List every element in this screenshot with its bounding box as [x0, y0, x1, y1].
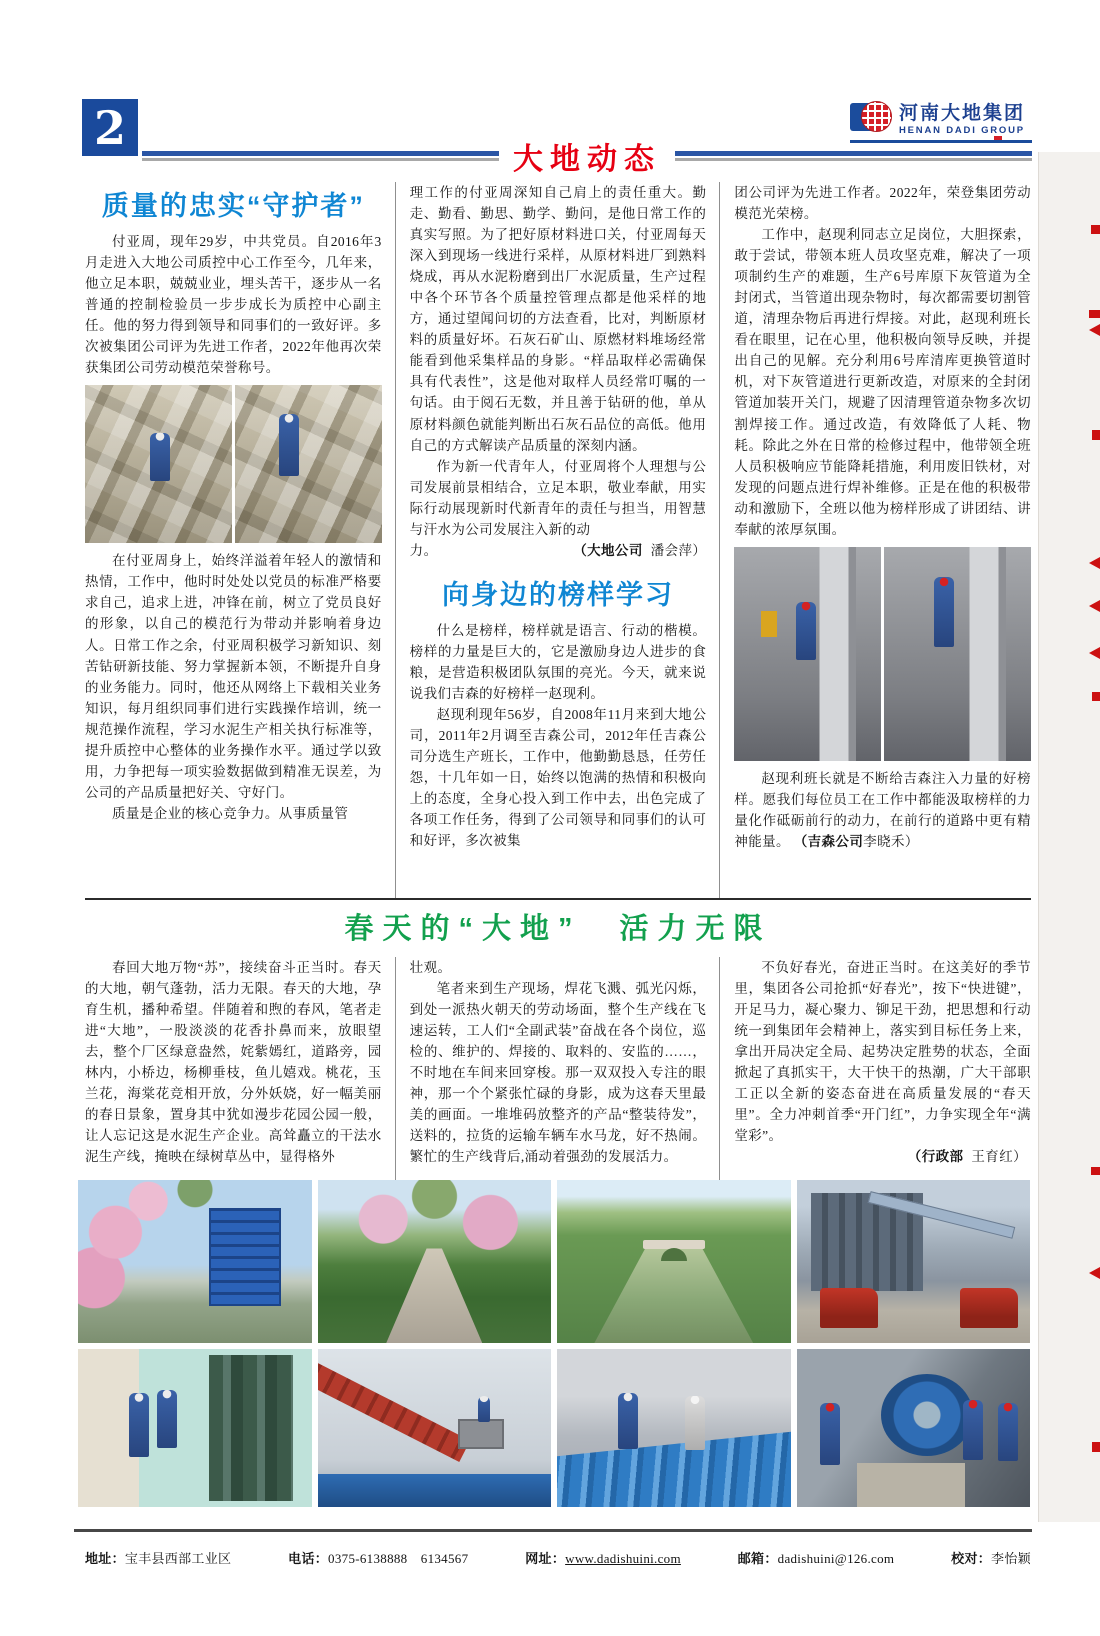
- page-number-badge: [82, 99, 138, 156]
- article-quality-paragraph: 质量是企业的核心竞争力。从事质量管: [112, 805, 349, 821]
- footer-phone-value: 0375-6138888 6134567: [328, 1551, 469, 1566]
- article-quality-paragraph: 作为新一代青年人，付亚周将个人理想与公司发展前景相结合，立足本职，敬业奉献，用实际行动展现新时代新青年的责任与担当，用智慧与汗水为公司发展注入新的动: [409, 458, 707, 537]
- footer-phone: [288, 1548, 468, 1567]
- blue-conveyor: [318, 1474, 552, 1507]
- column-1: [85, 182, 382, 898]
- adjacent-page-fragment: [1089, 310, 1100, 318]
- article-spring-paragraph: 壮观。: [409, 960, 452, 975]
- photo-grid: [78, 1180, 1030, 1507]
- byline-author: 王育红）: [971, 1149, 1028, 1165]
- spring-columns: [85, 957, 1031, 1189]
- worker-figure: [157, 1390, 177, 1448]
- footer-proofreader: [951, 1548, 1031, 1567]
- article-role-model-title: 向身边的榜样学习: [442, 579, 674, 610]
- byline-author: 潘会萍）: [650, 542, 707, 558]
- green-tanks: [209, 1355, 293, 1500]
- spring-column-1: [85, 957, 382, 1189]
- footer-proofreader-value: 李怡颖: [991, 1551, 1031, 1566]
- photo-willow-canal-bridge: [557, 1180, 791, 1343]
- photo-blossoms-and-preheater-tower: [78, 1180, 312, 1343]
- crane-arm: [318, 1358, 471, 1462]
- article-spring-paragraph: 不负好春光，奋进正当时。在这美好的季节里，集团各公司抢抓“好春光”，按下“快进键”，开足马力，凝心聚力、铆足干劲，把思想和行动统一到集团年会精神上，落实到目标任务上来，拿出开局决定全局、起势决定胜势的状态，全面掀起了真抓实干，大干快干的热潮，广大干部职工正以全新的姿态奋进在高质量发展的“春天里”。全力冲刺首季“开门红”，力争实现全年“满堂彩”。: [734, 960, 1031, 1144]
- byline-org: （吉森公司: [793, 833, 864, 849]
- section-title: 大地动态: [513, 143, 661, 176]
- photo-zhao-xianli-at-pipes: [734, 547, 1031, 761]
- header-rule: [142, 134, 1032, 178]
- footer-email-label: 邮箱：: [737, 1551, 778, 1566]
- header-rule-left: [142, 151, 499, 161]
- spring-column-2: [395, 957, 707, 1189]
- footer-phone-label: 电话：: [288, 1551, 329, 1566]
- paragraph-tail: 力。: [409, 542, 438, 558]
- byline-org: （行政部: [907, 1149, 964, 1165]
- adjacent-page-fragment: [1089, 600, 1100, 612]
- spring-column-3: [719, 957, 1031, 1189]
- adjacent-page-fragment: [1091, 225, 1100, 234]
- page-number: 2: [93, 100, 126, 155]
- article-quality-paragraph: 理工作的付亚周深知自己肩上的责任重大。勤走、勤看、勤思、勤学、勤问，是他日常工作的真实写照。为了把好原材料进口关，付亚周每天深入到现场一线进行采样，从原材料进厂到熟料烧成，再从水泥粉磨到出厂水泥质量，生产过程中各个环节各个质量控管理点都是他采样的地方，通过望闻问切的方法查看，比对，判断原材料的质量好坏。石灰石矿山、原燃材料堆场经常能看到他采集样品的身影。“样品取样必需确保具有代表性”，这是他对取样人员经常叮嘱的一句话。由于阅石无数，并且善于钻研的他，单从原材料颜色就能判断出石灰石品位的高低。他用自己的方式解读产品质量的深刻内涵。: [409, 185, 707, 453]
- footer: [85, 1548, 1031, 1567]
- adjacent-page-fragment: [1089, 324, 1100, 336]
- worker-figure: [934, 577, 954, 647]
- worker-figure: [478, 1396, 490, 1422]
- footer-website-url: www.dadishuini.com: [565, 1551, 681, 1566]
- article-role-model-paragraph: 团公司评为先进工作者。2022年，荣登集团劳动模范光荣榜。: [734, 185, 1031, 222]
- photo-workers-at-green-tanks: [78, 1349, 312, 1507]
- footer-website-label: 网址：: [525, 1551, 566, 1566]
- worker-figure: [685, 1396, 705, 1450]
- paragraph-text: 赵现利班长就是不断给吉森注入力量的好榜样。愿我们每位员工在工作中都能汲取榜样的力量化作砥砺前行的动力，在前行的道路中更有精神能量。: [734, 770, 1031, 849]
- footer-email: [738, 1548, 895, 1567]
- byline-org: （大地公司: [573, 542, 643, 558]
- adjacent-page-fragment: [1091, 1167, 1100, 1175]
- red-truck: [960, 1288, 1018, 1328]
- footer-address: [85, 1548, 231, 1567]
- work-basket: [458, 1419, 504, 1449]
- adjacent-page-fragment: [1089, 557, 1100, 569]
- adjacent-page-fragment: [1089, 1267, 1100, 1279]
- article-spring-title: 春天的“大地” 活力无限: [344, 913, 772, 945]
- photo-crane-lift-basket: [318, 1349, 552, 1507]
- globe-logo-icon: [850, 100, 892, 134]
- canal-water: [594, 1248, 753, 1343]
- worker-figure: [279, 414, 299, 476]
- photo-worker-standing-pipes: [884, 547, 1031, 761]
- adjacent-page-strip: [1038, 152, 1100, 1522]
- article-quality-paragraph: 付亚周，现年29岁，中共党员。自2016年3月走进入大地公司质控中心工作至今，几年来，他立足本职，兢兢业业，埋头苦干，逐步从一名普通的控制检验员一步步成长为质控中心副主任。他的努力得到领导和同事们的一致好评。多次被集团公司评为先进工作者，2022年他再次荣获集团公司劳动模范荣誉称号。: [85, 234, 382, 376]
- worker-figure: [129, 1393, 149, 1457]
- article-quality-title: 质量的忠实“守护者”: [101, 191, 365, 221]
- column-2: [395, 182, 707, 898]
- company-name-cn: 河南大地集团: [899, 103, 1026, 124]
- article-spring-paragraph: 春回大地万物“苏”，接续奋斗正当时。春天的大地，朝气蓬勃，活力无限。春天的大地，孕育生机，播种希望。伴随着和煦的春风，笔者走进“大地”，一股淡淡的花香扑鼻而来，放眼望去，整个厂区绿意盎然，姹紫嫣红，道路旁，园林内，小桥边，杨柳垂枝，鱼儿嬉戏。桃花，玉兰花，海棠花竞相开放，分外妖娆，好一幅美丽的春日景象，置身其中犹如漫步花园公园一般，让人忘记这是水泥生产企业。高耸矗立的干法水泥生产线，掩映在绿树草丛中，显得格外: [85, 960, 382, 1165]
- article-spring-paragraph: 笔者来到生产现场，焊花飞溅、弧光闪烁，到处一派热火朝天的劳动场面，整个生产线在飞速运转，工人们“全副武装”奋战在各个岗位，巡检的、维护的、焊接的、取料的、安监的……，不时地在车间来回穿梭。那一双双投入专注的眼神，那一个个紧张忙碌的身影，成为这春天里最美的画面。一堆堆码放整齐的产品“整装待发”，送料的，拉货的运输车辆车水马龙，好不热闹。繁忙的生产线背后,涌动着强劲的发展活力。: [409, 981, 707, 1165]
- worker-figure: [820, 1403, 840, 1465]
- footer-website: [525, 1548, 681, 1567]
- photo-inspector-crouching: [85, 385, 232, 543]
- byline-author: 李晓禾）: [863, 833, 919, 849]
- article-role-model-paragraph: 什么是榜样，榜样就是语言、行动的楷模。榜样的力量是巨大的，它是激励身边人进步的食粮，是营造积极团队氛围的亮光。今天，就来说说我们吉森的好榜样一赵现利。: [409, 622, 707, 701]
- photo-worker-crouching-pipes: [734, 547, 881, 761]
- adjacent-page-fragment: [1092, 1442, 1100, 1452]
- section-divider-rule: [85, 898, 1031, 900]
- article-role-model-paragraph: 赵现利现年56岁，自2008年11月来到大地公司，2011年2月调至吉森公司，2012年任吉森公司分选生产班长，工作中，他勤勤恳恳，任劳任怨，十几年如一日，始终以饱满的热情和积极向上的态度，全身心投入到工作中去，出色完成了各项工作任务，得到了公司领导和同事们的认可和好评，多次被集: [409, 707, 707, 849]
- concrete-pedestal: [857, 1463, 964, 1507]
- adjacent-page-fragment: [1089, 647, 1100, 659]
- article-quality-byline-row: [410, 540, 707, 561]
- photo-workers-at-blue-motor: [797, 1349, 1031, 1507]
- worker-figure: [963, 1400, 983, 1460]
- photo-quality-inspectors-on-limestone: [85, 385, 382, 543]
- equipment-box: [761, 611, 777, 637]
- header-rule-right: [675, 151, 1032, 161]
- photo-plant-and-red-trucks: [797, 1180, 1031, 1343]
- spring-section: [85, 906, 1031, 1189]
- footer-address-label: 地址：: [85, 1551, 125, 1566]
- worker-figure: [618, 1393, 638, 1449]
- footer-rule: [74, 1529, 1032, 1532]
- article-role-model-paragraph: 工作中，赵现利同志立足岗位，大胆探索，敢于尝试，带领本班人员攻坚克难，解决了一项项制约生产的难题，生产6号库原下灰管道为全封闭式，当管道出现杂物时，每次都需要切割管道，清理杂物后再进行焊接。对此，赵现利班长看在眼里，记在心里，他积极向领导反映，并提出自己的见解。充分利用6号库清库更换管道时机，对下灰管道进行更新改造，对原来的全封闭管道加装开关门，规避了因清理管道杂物多次切割焊接工作。通过改造，有效降低了人耗、物耗。除此之外在日常的检修过程中，他带领全班人员积极响应节能降耗措施，利用废旧铁材，对发现的问题点进行焊补维修。正是在他的积极带动和激励下，全班以他为榜样形成了讲团结、讲奉献的浓厚氛围。: [734, 227, 1031, 537]
- photo-inspector-standing: [235, 385, 382, 543]
- footer-address-value: 宝丰县西部工业区: [124, 1551, 232, 1566]
- red-truck: [820, 1288, 878, 1328]
- company-name-en: HENAN DADI GROUP: [899, 125, 1025, 136]
- column-3: [719, 182, 1031, 898]
- footer-proofreader-label: 校对：: [951, 1551, 992, 1566]
- preheater-tower: [209, 1208, 281, 1306]
- byline: [573, 540, 706, 561]
- garden-path: [386, 1248, 482, 1343]
- adjacent-page-fragment: [1092, 692, 1100, 701]
- blue-corrugated-sheets: [557, 1431, 791, 1507]
- article-role-model-paragraph: [734, 768, 1031, 852]
- blue-motor: [881, 1374, 973, 1456]
- footer-email-value: dadishuini@126.com: [777, 1551, 895, 1566]
- adjacent-page-fragment: [1092, 430, 1100, 440]
- photo-workers-blue-roofing-sheets: [557, 1349, 791, 1507]
- top-section: [85, 182, 1031, 898]
- worker-figure: [796, 602, 816, 660]
- worker-figure: [150, 433, 170, 481]
- worker-figure: [998, 1403, 1018, 1461]
- photo-garden-path-pink-trees: [318, 1180, 552, 1343]
- article-spring-byline: [734, 1146, 1031, 1167]
- article-quality-paragraph: 在付亚周身上，始终洋溢着年轻人的激情和热情，工作中，他时时处处以党员的标准严格要求自己，追求上进，冲锋在前，树立了党员良好的形象，以自己的模范行为带动并影响着身边人。日常工作之余，付亚周积极学习新知识、刻苦钻研新技能、努力掌握新本领，不断提升自身的业务能力。同时，他还从网络上下载相关业务知识，每月组织同事们进行实践操作培训，统一规范操作流程，学习水泥生产相关执行标准等，提升质控中心整体的业务操作水平。通过学以致用，力争把每一项实验数据做到精准无误差，为公司的产品质量把好关、守好门。: [85, 553, 382, 800]
